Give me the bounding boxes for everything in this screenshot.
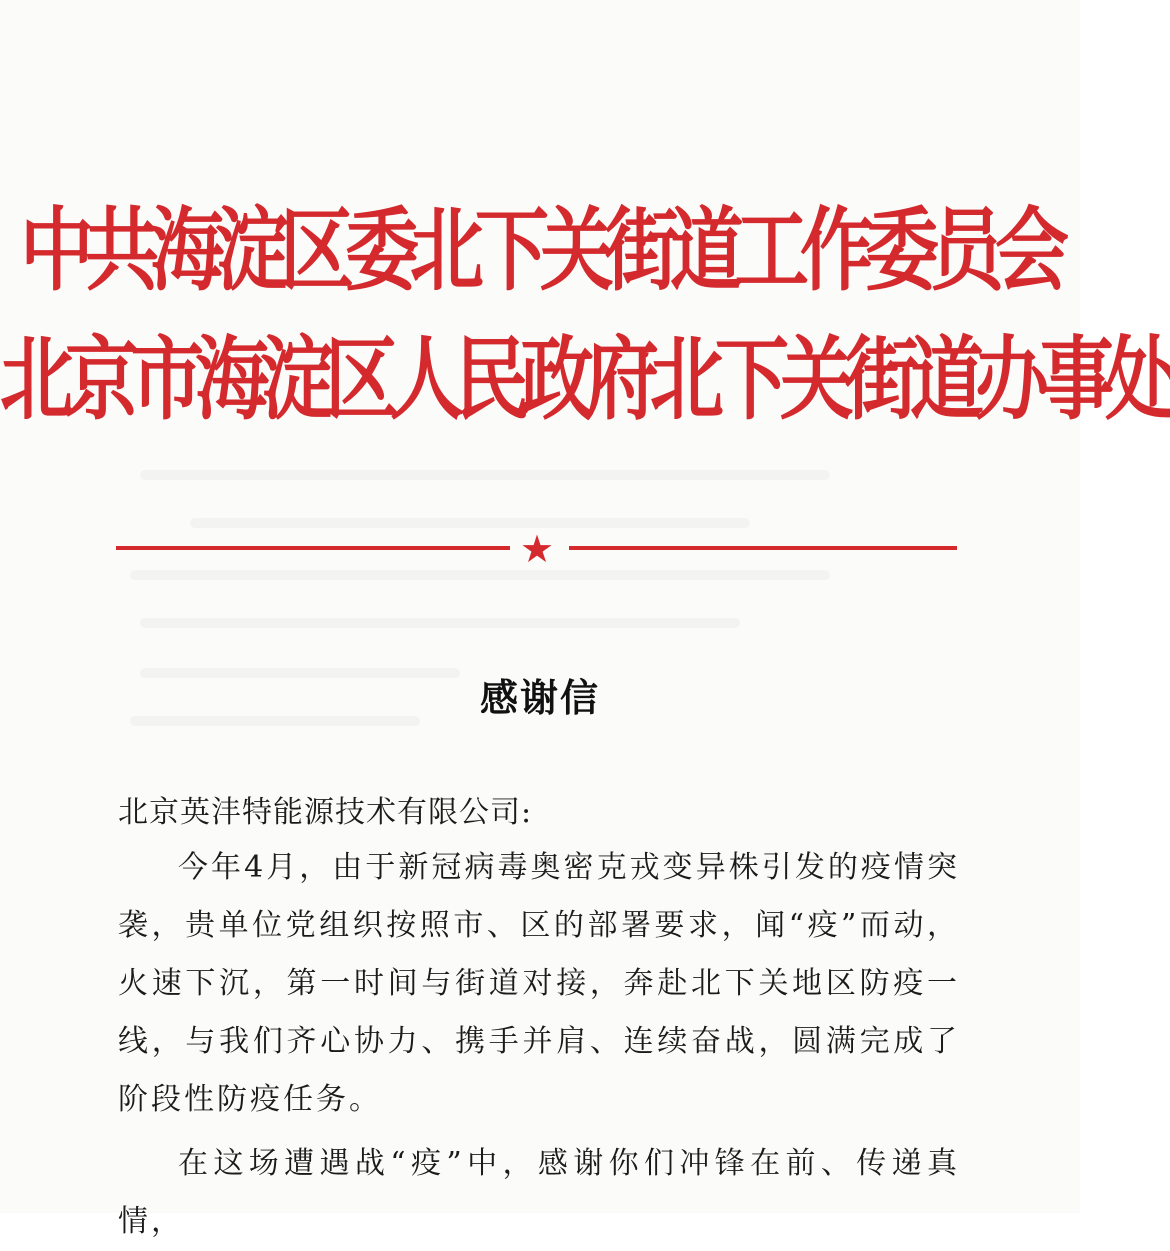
red-star-icon: ★ [519,527,555,571]
salutation: 北京英沣特能源技术有限公司: [118,795,533,830]
body-paragraph-1: 今年4月，由于新冠病毒奥密克戎变异株引发的疫情突袭，贵单位党组织按照市、区的部署要求，闻“疫”而动，火速下沉，第一时间与街道对接，奔赴北下关地区防疫一线，与我们齐心协力、携手并肩、连续奋战，圆满完成了阶段性防疫任务。 [118,850,960,1117]
body-paragraph-2: 在这场遭遇战“疫”中，感谢你们冲锋在前、传递真情， [118,1146,960,1239]
red-divider-right [569,546,957,550]
show-through-mark [190,518,750,528]
show-through-mark [140,470,830,480]
issuer-header-line-2: 北京市海淀区人民政府北下关街道办事处 [0,327,1170,433]
show-through-mark [130,570,830,580]
red-divider-left [116,546,510,550]
issuer-header-line-1: 中共海淀区委北下关街道工作委员会 [20,198,1060,304]
letter-title: 感谢信 [479,675,600,720]
show-through-mark [140,618,740,628]
